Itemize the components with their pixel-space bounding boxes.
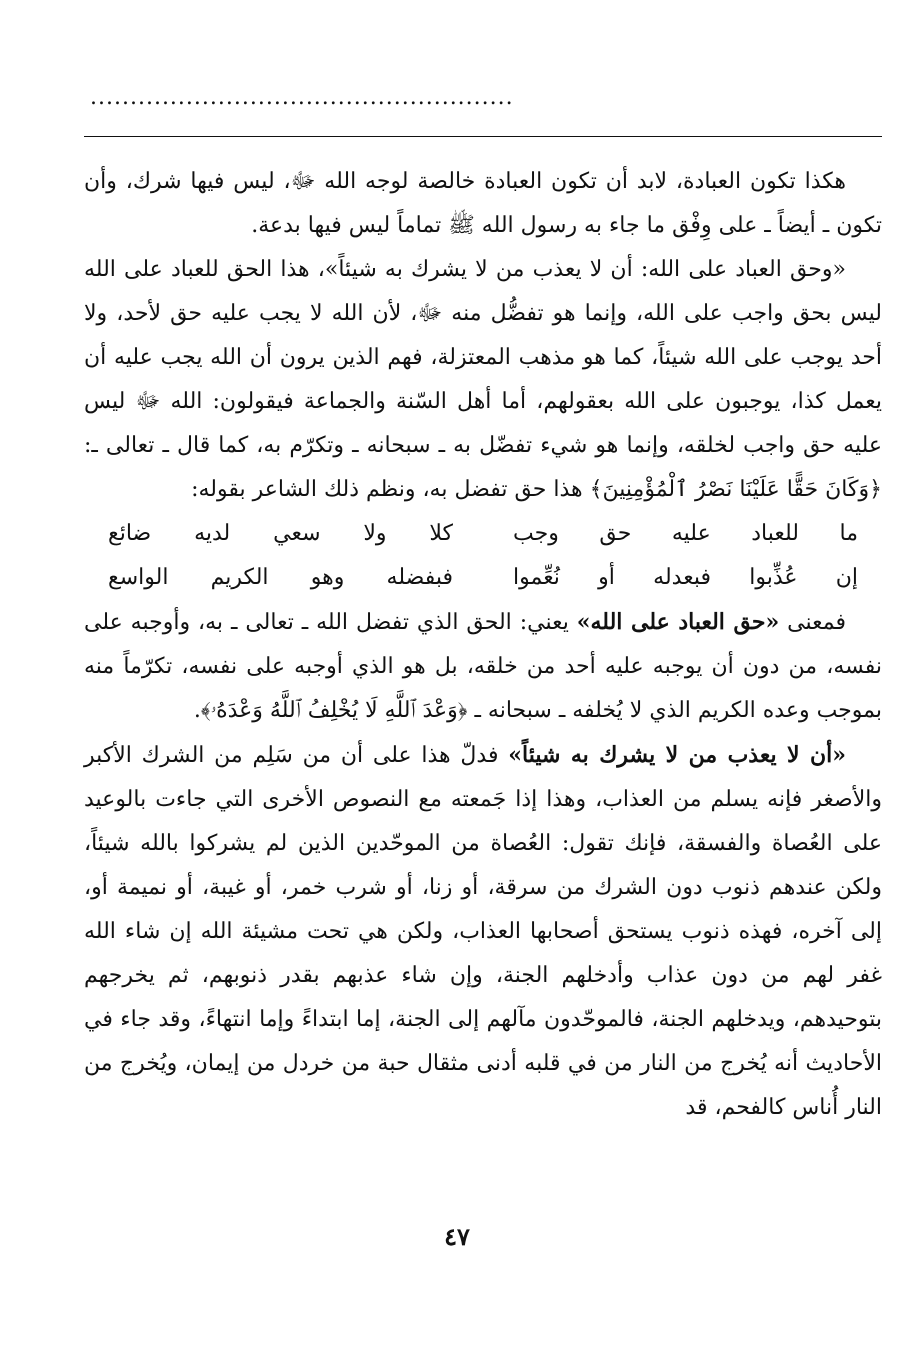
verse-2-second-hemistich: فبفضله وهو الكريم الواسع [108, 565, 453, 590]
paragraph-2: «وحق العباد على الله: أن لا يعذب من لا يشرك به شيئاً»، هذا الحق للعباد على الله ليس بحق واجب على الله، وإنما هو تفضُّل منه ﷻ، لأن الله لا يجب عليه حق لأحد، ولا أحد يوجب على الله شيئاً، كما هو مذهب المعتزلة، فهم الذين يرون أن الله يجب عليه أن يعمل كذا، يوجبون على الله بعقولهم، أما أهل السّنة والجماعة فيقولون: الله ﷻ ليس عليه حق واجب لخلقه، وإنما هو شيء تفضّل به ـ سبحانه ـ وتكرّم به، كما قال ـ تعالى ـ: ﴿وَكَانَ حَقًّا عَلَيْنَا نَصْرُ ٱلْمُؤْمِنِينَ﴾ هذا حق تفضل به، ونظم ذلك الشاعر بقوله: [84, 257, 882, 502]
body-text [84, 160, 882, 1130]
verse-2-first-hemistich: إن عُذِّبوا فبعدله أو نُعِّموا [513, 565, 858, 590]
paragraph-4-body: فدلّ هذا على أن من سَلِم من الشرك الأكبر والأصغر فإنه يسلم من العذاب، وهذا إذا جَمعته مع النصوص الأخرى التي جاءت بالوعيد على العُصاة والفسقة، فإنك تقول: العُصاة من الموحّدين الذين لم يشركوا بالله شيئاً، ولكن عندهم ذنوب دون الشرك من سرقة، أو زنا، أو شرب خمر، أو غيبة، أو نميمة أو، إلى آخره، فهذه ذنوب يستحق أصحابها العذاب، ولكن هي تحت مشيئة الله إن شاء الله غفر لهم من دون عذاب وأدخلهم الجنة، وإن شاء عذبهم بقدر ذنوبهم، ثم يخرجهم بتوحيدهم، ويدخلهم الجنة، فالموحّدون مآلهم إلى الجنة، إما ابتداءً وإما انتهاءً، وقد جاء في الأحاديث أنه يُخرج من النار من في قلبه أدنى مثقال حبة من خردل من إيمان، ويُخرج من النار أُناس كالفحم، قد [84, 743, 882, 1120]
verse-1-second-hemistich: كلا ولا سعي لديه ضائع [108, 521, 453, 546]
header-dots: ..................................................... [90, 86, 514, 110]
paragraph-3 [84, 600, 882, 733]
paragraph-3-body: يعني: الحق الذي تفضل الله ـ تعالى ـ به، وأوجبه على نفسه، من دون أن يوجبه عليه أحد من خلقه، بل هو الذي أوجبه على نفسه، تكرّماً منه بموجب وعده الكريم الذي لا يُخلفه ـ سبحانه ـ ﴿وَعْدَ ٱللَّهِ لَا يُخْلِفُ ٱللَّهُ وَعْدَهُۥ﴾. [84, 610, 882, 723]
paragraph-4-bold-quote: «أن لا يعذب من لا يشرك به شيئاً» [508, 742, 846, 768]
header-rule [84, 136, 882, 137]
paragraph-3-bold-quote: «حق العباد على الله» [576, 609, 780, 635]
verse-1-first-hemistich: ما للعباد عليه حق وجب [513, 521, 858, 546]
paragraph-1: هكذا تكون العبادة، لابد أن تكون العبادة خالصة لوجه الله ﷻ، ليس فيها شرك، وأن تكون ـ أيضاً ـ على وِفْق ما جاء به رسول الله ﷺ تماماً ليس فيها بدعة. [84, 169, 882, 238]
paragraph-3-lead: فمعنى [787, 610, 846, 635]
verse-line-2 [84, 556, 882, 600]
verse-line-1 [84, 512, 882, 556]
page-number: ٤٧ [444, 1222, 470, 1251]
paragraph-4 [84, 733, 882, 1130]
